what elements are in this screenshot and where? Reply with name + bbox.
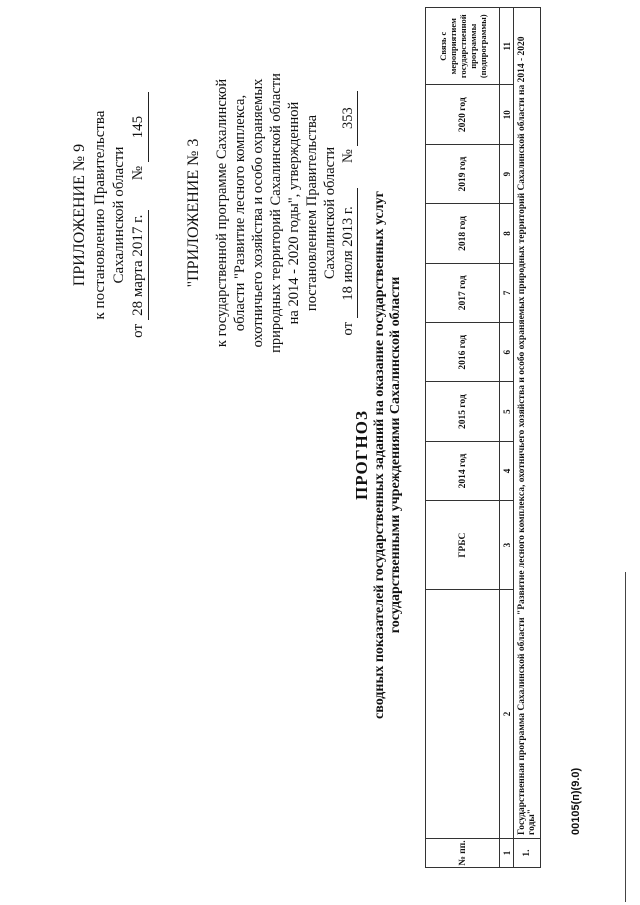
appendix-9-block [70,50,149,380]
document-heading [352,135,404,775]
row-number: 1. [514,838,541,867]
document-code: 00105(п)(9.0) [570,767,582,835]
table-row [514,8,541,868]
column-number: 7 [500,263,514,322]
header-no: № пп. [426,838,500,867]
appendix-3-line: природных территорий Сахалинской области [268,73,284,353]
table-header-row [426,8,500,868]
header-grbs: ГРБС [426,501,500,590]
header-2017: 2017 год [426,263,500,322]
heading-subtitle-2: государственными учреждениями Сахалинской области [388,276,403,634]
appendix-3-line: Сахалинской области [322,146,338,280]
appendix-3-line: к государственной программе Сахалинской [214,78,230,348]
column-number: 3 [500,501,514,590]
column-number: 5 [500,382,514,441]
appendix-3-line: охотничьего хозяйства и особо охраняемых [250,78,266,348]
appendix-9-no: № [130,165,146,181]
column-number: 10 [500,85,514,144]
appendix-3-block [185,43,358,383]
appendix-9-number: 145 [129,92,149,162]
appendix-3-line: области "Развитие лесного комплекса, [232,94,248,332]
appendix-3-from: от [340,322,356,336]
scan-edge-line [625,572,626,902]
heading-subtitle-1: сводных показателей государственных заданий на оказание государственных услуг [372,191,387,719]
appendix-9-title: ПРИЛОЖЕНИЕ № 9 [71,143,88,287]
column-number: 11 [500,8,514,86]
appendix-3-title: "ПРИЛОЖЕНИЕ № 3 [185,138,202,288]
heading-title: ПРОГНОЗ [352,410,371,500]
column-number: 8 [500,204,514,263]
header-2020: 2020 год [426,85,500,144]
forecast-table [425,7,541,868]
appendix-3-number: 353 [339,91,358,146]
appendix-3-no: № [340,149,356,164]
header-2014: 2014 год [426,441,500,500]
column-number: 1 [500,838,514,867]
row-program-text: Государственная программа Сахалинской области "Развитие лесного комплекса, охотничьего хозяйства и особо охраняемых природных территорий Сахалинской области на 2014 - 2020 годы" [514,8,541,839]
header-2015: 2015 год [426,382,500,441]
appendix-3-line: постановлением Правительства [304,114,320,312]
header-2019: 2019 год [426,144,500,203]
header-link: Связь с мероприятием государственной программы (подпрограммы) [426,8,500,86]
appendix-9-date-line [129,50,149,380]
column-number: 2 [500,590,514,839]
header-2016: 2016 год [426,323,500,382]
appendix-3-date: 18 июля 2013 г. [339,188,358,318]
appendix-3-line: на 2014 - 2020 годы", утвержденной [286,101,302,325]
appendix-9-date: 28 марта 2017 г. [129,210,149,320]
column-number: 4 [500,441,514,500]
appendix-9-line1: к постановлению Правительства [92,110,108,320]
column-number: 9 [500,144,514,203]
header-name [426,590,500,839]
table-column-numbers-row [500,8,514,868]
appendix-9-from: от [130,323,146,338]
appendix-9-line2: Сахалинской области [111,146,127,284]
column-number: 6 [500,323,514,382]
header-2018: 2018 год [426,204,500,263]
